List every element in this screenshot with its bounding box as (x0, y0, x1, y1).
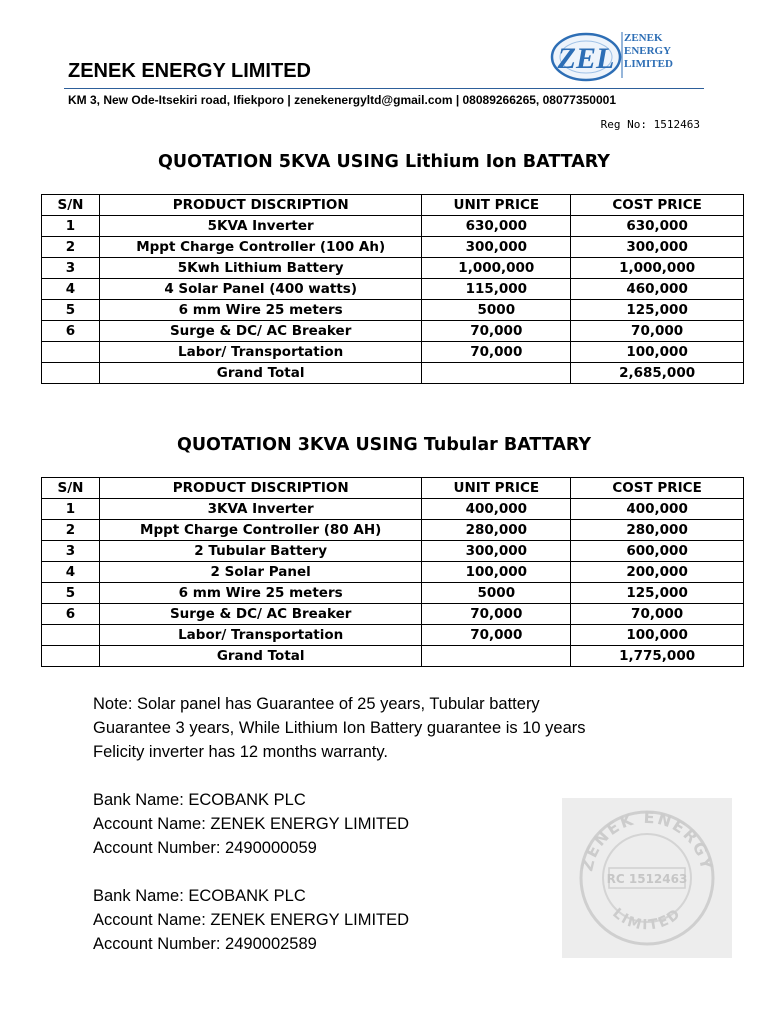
grand-total-value: 1,775,000 (571, 646, 744, 667)
company-seal-stamp (562, 798, 732, 958)
quotation-table-5kva (41, 194, 744, 384)
grand-total-label: Grand Total (99, 363, 421, 384)
note-line: Note: Solar panel has Guarantee of 25 years, Tubular battery (93, 695, 540, 713)
table-row: Labor/ Transportation 70,000 100,000 (42, 342, 744, 363)
reg-number: Reg No: 1512463 (600, 118, 700, 131)
account-name: Account Name: ZENEK ENERGY LIMITED (93, 815, 410, 833)
company-name: ZENEK ENERGY LIMITED (68, 60, 311, 82)
bank-name: Bank Name: ECOBANK PLC (93, 887, 306, 905)
note-line: Guarantee 3 years, While Lithium Ion Battery guarantee is 10 years (93, 719, 586, 737)
table-row: 3 2 Tubular Battery 300,000 600,000 (42, 541, 744, 562)
table-row: 4 4 Solar Panel (400 watts) 115,000 460,000 (42, 279, 744, 300)
table-row: 6 Surge & DC/ AC Breaker 70,000 70,000 (42, 604, 744, 625)
grand-total-label: Grand Total (99, 646, 422, 667)
table-row: 1 5KVA Inverter 630,000 630,000 (42, 216, 744, 237)
table-row: 3 5Kwh Lithium Battery 1,000,000 1,000,000 (42, 258, 744, 279)
col-sn-header: S/N (42, 478, 100, 499)
company-logo (548, 24, 698, 84)
grand-total-row (42, 646, 744, 667)
table-header-row (42, 478, 744, 499)
note-line: Felicity inverter has 12 months warranty. (93, 743, 388, 761)
grand-total-value: 2,685,000 (571, 363, 744, 384)
svg-text:RC 1512463: RC 1512463 (606, 872, 688, 886)
table-row: Labor/ Transportation 70,000 100,000 (42, 625, 744, 646)
account-number: Account Number: 2490002589 (93, 935, 317, 953)
table-row: 5 6 mm Wire 25 meters 5000 125,000 (42, 583, 744, 604)
col-cost-price-header: COST PRICE (571, 195, 744, 216)
header-divider (64, 88, 704, 89)
quotation-table-3kva (41, 477, 744, 667)
col-description-header: PRODUCT DISCRIPTION (99, 195, 421, 216)
table-row: 4 2 Solar Panel 100,000 200,000 (42, 562, 744, 583)
col-description-header: PRODUCT DISCRIPTION (99, 478, 422, 499)
grand-total-row (42, 363, 744, 384)
table-row: 2 Mppt Charge Controller (100 Ah) 300,000 300,000 (42, 237, 744, 258)
logo-letters: ZEL (557, 42, 615, 75)
col-unit-price-header: UNIT PRICE (422, 195, 571, 216)
svg-text:ZENEK ENERGY: ZENEK ENERGY (577, 807, 717, 874)
col-sn-header: S/N (42, 195, 100, 216)
col-unit-price-header: UNIT PRICE (422, 478, 571, 499)
table-row: 1 3KVA Inverter 400,000 400,000 (42, 499, 744, 520)
contact-line: KM 3, New Ode-Itsekiri road, Ifiekporo | zenekenergyltd@gmail.com | 08089266265, 08077350001 (68, 93, 617, 107)
col-cost-price-header: COST PRICE (571, 478, 744, 499)
account-name: Account Name: ZENEK ENERGY LIMITED (93, 911, 410, 929)
account-number: Account Number: 2490000059 (93, 839, 317, 857)
bank-name: Bank Name: ECOBANK PLC (93, 791, 306, 809)
svg-text:LIMITED: LIMITED (609, 905, 685, 934)
quotation-title-5kva: QUOTATION 5KVA USING Lithium Ion BATTARY (158, 152, 610, 172)
table-row: 6 Surge & DC/ AC Breaker 70,000 70,000 (42, 321, 744, 342)
table-header-row (42, 195, 744, 216)
table-row: 5 6 mm Wire 25 meters 5000 125,000 (42, 300, 744, 321)
logo-text: ZENEK ENERGY LIMITED (624, 32, 673, 70)
quotation-title-3kva: QUOTATION 3KVA USING Tubular BATTARY (176, 435, 592, 455)
table-row: 2 Mppt Charge Controller (80 AH) 280,000 280,000 (42, 520, 744, 541)
